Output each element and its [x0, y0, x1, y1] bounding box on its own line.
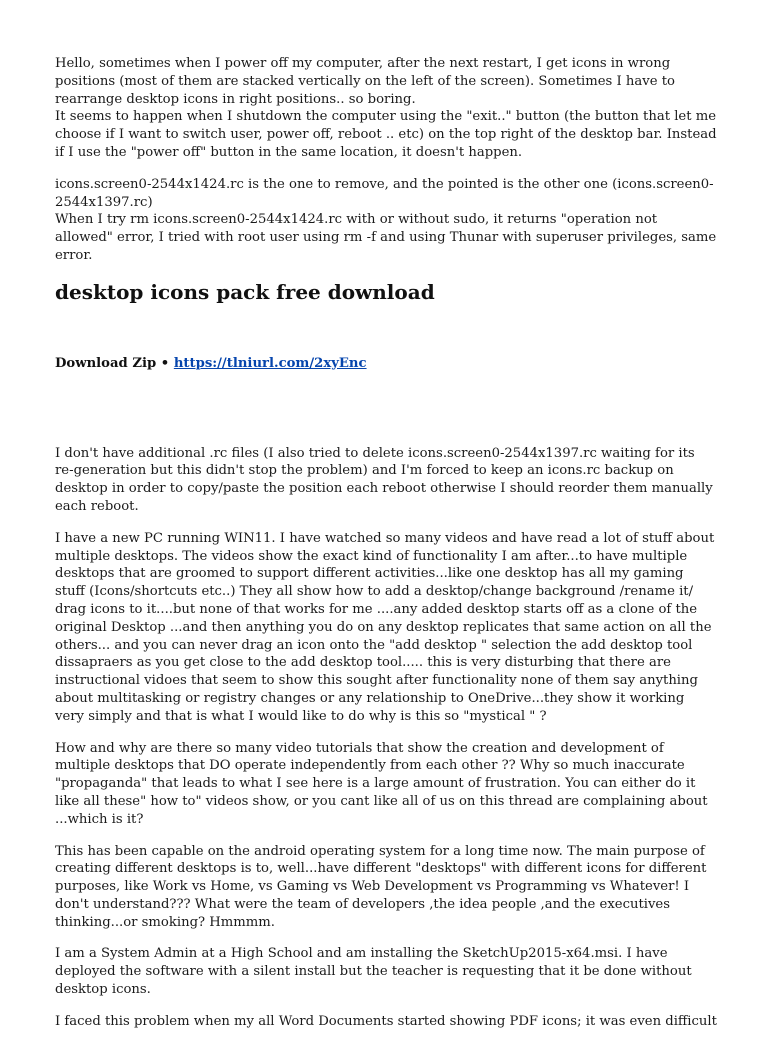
download-separator: • — [160, 355, 170, 371]
body-paragraph-6: This has been capable on the android operating system for a long time now. The main purpose of creating different desktops is to, well...have different "desktops" with different icons for different purposes, like Work vs Home, vs Gaming vs Web Development vs Programming vs Whatever! I don't understand??? What were the team of developers ,the idea people ,and the executives thinking...or smoking? Hmmmm. — [55, 843, 707, 930]
body-paragraph-4: I have a new PC running WIN11. I have watched so many videos and have read a lot of stuff about multiple desktops. The videos show the exact kind of functionality I am after...to have multiple desktops that are groomed to support different activities...like one desktop has all my gaming stuff (Icons/shortcuts etc..) They all show how to add a desktop/change background /rename it/ drag icons to it....but none of that works for me ....any added desktop starts off as a clone of the original Desktop ...and then anything you do on any desktop replicates that same action on all the others... and you can never drag an icon onto the "add desktop " selection the add desktop tool dissapraers as you get close to the add desktop tool..... this is very disturbing that there are instructional vidoes that seem to show this sought after functionality none of them say anything about multitasking or registry changes or any relationship to OneDrive...they show it working very simply and that is what I would like to do why is this so "mystical " ? — [55, 530, 715, 724]
body-paragraph-5: How and why are there so many video tutorials that show the creation and development of multiple desktops that DO operate independently from each other ?? Why so much inaccurate "propaganda" that leads to what I see here is a large amount of frustration. You can either do it like all these" how to" videos show, or you cant like all of us on this thread are complaining about ...which is it? — [55, 740, 708, 827]
document-page — [55, 55, 717, 1045]
body-paragraph-8: I faced this problem when my all Word Documents started showing PDF icons; it was even difficult — [55, 1013, 717, 1029]
download-label: Download Zip — [55, 355, 157, 371]
intro-paragraph-1b: It seems to happen when I shutdown the computer using the "exit.." button (the button that let me choose if I want to switch user, power off, reboot .. etc) on the top right of the desktop bar. Instead if I use the "power off" button in the same location, it doesn't happen. — [55, 109, 717, 160]
intro-paragraph-2a: icons.screen0-2544x1424.rc is the one to remove, and the pointed is the other one (icons.screen0-2544x1397.rc) — [55, 176, 714, 210]
page-title: desktop icons pack free download — [55, 279, 435, 304]
download-link[interactable]: https://tlniurl.com/2xyEnc — [173, 355, 367, 371]
intro-paragraph-1a: Hello, sometimes when I power off my computer, after the next restart, I get icons in wrong positions (most of them are stacked vertically on the left of the screen). Sometimes I have to rearrange desktop icons in right positions.. so boring. — [55, 56, 675, 107]
intro-paragraph-2b: When I try rm icons.screen0-2544x1424.rc with or without sudo, it returns "operation not allowed" error, I tried with root user using rm -f and using Thunar with superuser privileges, same error. — [55, 212, 717, 263]
body-paragraph-7: I am a System Admin at a High School and am installing the SketchUp2015-x64.msi. I have deployed the software with a silent install but the teacher is requesting that it be done without desktop icons. — [55, 946, 692, 998]
download-line — [55, 355, 717, 373]
body-paragraph-3: I don't have additional .rc files (I also tried to delete icons.screen0-2544x1397.rc waiting for its re-generation but this didn't stop the problem) and I'm forced to keep an icons.rc backup on desktop in order to copy/paste the position each reboot otherwise I should reorder them manually each reboot. — [55, 445, 713, 514]
